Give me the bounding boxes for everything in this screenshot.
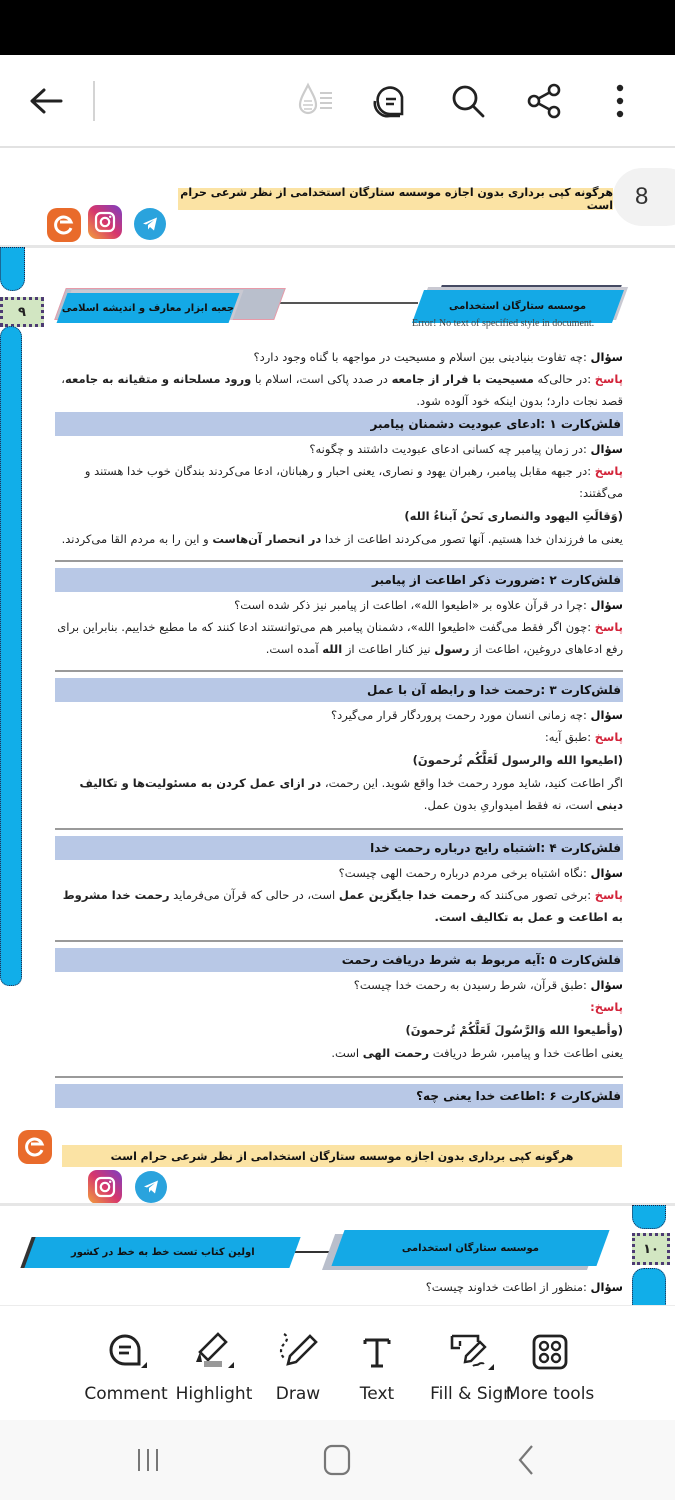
page-separator xyxy=(0,245,675,248)
more-tools-icon xyxy=(500,1328,600,1376)
question-text: :چه تفاوت بنیادینی بین اسلام و مسیحیت در مواجهه با گناه وجود دارد؟ xyxy=(253,350,591,364)
system-nav-bar xyxy=(0,1420,675,1500)
divider xyxy=(55,1076,623,1078)
more-options-icon[interactable] xyxy=(596,77,644,125)
telegram-logo-icon[interactable] xyxy=(134,208,166,240)
document-viewer[interactable] xyxy=(0,150,675,1305)
divider xyxy=(93,81,95,121)
answer-text: در صدد پاکی است، اسلام با xyxy=(251,372,392,386)
flashcard-1-question xyxy=(55,438,623,460)
eitaa-logo-icon[interactable] xyxy=(18,1130,52,1164)
text-icon xyxy=(327,1328,427,1376)
note-bold: در انحصار آن‌هاست xyxy=(212,532,322,546)
page-10-content xyxy=(55,1276,623,1298)
note-text: اگر اطاعت کنید، شاید مورد رحمت خدا واقع شوید. این رحمت، xyxy=(321,776,623,790)
banner-left-text: جعبه ابزار معارف و اندیشه اسلامی xyxy=(61,302,235,314)
page-number-indicator xyxy=(613,168,675,226)
divider xyxy=(55,560,623,562)
tool-comment[interactable] xyxy=(76,1328,176,1404)
intro-answer xyxy=(55,368,623,412)
answer-text: نیز کنار اطاعت از xyxy=(342,642,435,656)
eitaa-logo-icon[interactable] xyxy=(47,208,81,242)
answer-text: است، در حالی که قرآن می‌فرماید xyxy=(169,888,339,902)
page-tab-top xyxy=(632,1205,666,1229)
question-label: سؤال xyxy=(590,350,623,364)
answer-bold: رحمت خدا جایگزین عمل xyxy=(338,888,476,902)
flashcard-3-ayah: (اطیعوا الله والرسول لَعَلَّکُم تُرحمونَ) xyxy=(412,753,623,767)
answer-label: پاسخ xyxy=(594,372,623,386)
answer-text: :در حالی‌که xyxy=(533,372,595,386)
copyright-notice xyxy=(62,1145,622,1167)
answer-text: :در جبهه مقابل پیامبر، رهبران یهود و نصاری، یعنی احبار و رهبانان، ادعا می‌کردند بندگان خوب خدا هستند و می‌گفتند: xyxy=(84,464,623,500)
instagram-logo-icon[interactable] xyxy=(88,1170,122,1204)
answer-bold: الله xyxy=(322,642,343,656)
flashcard-1-answer xyxy=(55,460,623,504)
note-text: و این را به مردم القا می‌کردند. xyxy=(61,532,213,546)
answer-label: پاسخ xyxy=(594,1000,623,1014)
flashcard-5-question xyxy=(55,974,623,996)
flashcard-5-ayah: (وأطیعوا الله وَالرَّسُولَ لَعَلَّکُمْ تُرحمونَ) xyxy=(405,1023,623,1037)
answer-label: پاسخ xyxy=(594,620,623,634)
home-icon[interactable] xyxy=(317,1440,357,1480)
page-10-banner-left xyxy=(24,1237,300,1268)
instagram-logo-icon[interactable] xyxy=(88,205,122,239)
error-text: Error! No text of specified style in document. xyxy=(412,318,595,329)
flashcard-4-question xyxy=(55,862,623,884)
comments-list-icon[interactable] xyxy=(366,77,414,125)
flashcard-3-note xyxy=(55,772,623,816)
search-icon[interactable] xyxy=(444,77,492,125)
page-tab-side xyxy=(632,1268,666,1305)
flashcard-1-ayah: (وَقالَتِ الیهود والنصاری نَحنُ آبناءُ الله) xyxy=(404,509,623,523)
page-9-number-box xyxy=(0,297,44,327)
back-icon[interactable] xyxy=(506,1440,546,1480)
page-10-question xyxy=(55,1276,623,1298)
banner-connector xyxy=(295,1251,340,1253)
page-tab-side xyxy=(0,326,22,986)
note-text: یعنی اطاعت خدا و پیامبر، شرط دریافت xyxy=(429,1046,623,1060)
note-text: است، نه فقط امیدواریِ بدون عمل. xyxy=(423,798,597,812)
flashcard-2-question xyxy=(55,594,623,616)
note-bold: رحمت الهی xyxy=(362,1046,430,1060)
comment-icon xyxy=(76,1328,176,1376)
answer-text: آمده است. xyxy=(265,642,323,656)
status-bar xyxy=(0,0,675,55)
question-label: سؤال xyxy=(590,598,623,612)
answer-text: ، قصد نجات دارد؛ بدون اینکه خود آلوده شود. xyxy=(61,372,623,408)
top-app-bar xyxy=(0,55,675,148)
tool-label: Text xyxy=(359,1384,395,1404)
flashcard-6-header: فلش‌کارت ۶ :اطاعت خدا یعنی چه؟ xyxy=(55,1084,623,1108)
annotation-toolbar xyxy=(0,1305,675,1420)
page-10-number-box xyxy=(632,1233,670,1265)
telegram-logo-icon[interactable] xyxy=(135,1171,167,1203)
share-icon[interactable] xyxy=(520,77,568,125)
answer-label: پاسخ xyxy=(594,464,623,478)
question-text: :منظور از اطاعت خداوند چیست؟ xyxy=(425,1280,591,1294)
flashcard-4-header: فلش‌کارت ۴ :اشتباه رایج درباره رحمت خدا xyxy=(55,836,623,860)
question-text: :چرا در قرآن علاوه بر «اطیعوا الله»، اطاعت از پیامبر نیز ذکر شده است؟ xyxy=(234,598,591,612)
page-9-number: ۹ xyxy=(18,304,26,320)
flashcard-5-header: فلش‌کارت ۵ :آیه مربوط به شرط دریافت رحمت xyxy=(55,948,623,972)
note-bold: در ازای عمل کردن به مسئولیت‌ها و تکالیف دینی xyxy=(79,776,623,812)
answer-bold: ورود مسلحانه و متقیانه به جامعه xyxy=(64,372,252,386)
flashcard-3-header: فلش‌کارت ۳ :رحمت خدا و رابطه آن با عمل xyxy=(55,678,623,702)
flashcard-3-question xyxy=(55,704,623,726)
flashcard-1-note xyxy=(55,528,623,550)
intro-question xyxy=(55,346,623,368)
answer-text: :طبق آیه: xyxy=(544,730,595,744)
page-9-banner-left xyxy=(57,293,240,323)
flashcard-1-header: فلش‌کارت ۱ :ادعای عبودیت دشمنان پیامبر xyxy=(55,412,623,436)
page-9-content xyxy=(55,346,623,1108)
question-label: سؤال xyxy=(590,708,623,722)
divider xyxy=(55,670,623,672)
flashcard-5-note xyxy=(55,1042,623,1064)
divider xyxy=(55,828,623,830)
answer-text: : xyxy=(590,1000,595,1014)
question-text: :در زمان پیامبر چه کسانی ادعای عبودیت داشتند و چگونه؟ xyxy=(309,442,591,456)
answer-text: :چون اگر فقط می‌گفت «اطیعوا الله»، دشمنان پیامبر هم می‌توانستند ادعا کنند که ما مطیع خداییم. بنابراین برای رفع ادعاهای دروغین، اطاعت از xyxy=(57,620,623,656)
answer-text: :برخی تصور می‌کنند که xyxy=(475,888,595,902)
answer-bold: رحمت خدا مشروط به اطاعت و عمل به تکالیف است. xyxy=(62,888,623,924)
divider xyxy=(55,940,623,942)
banner-left-text: اولین کتاب تست خط به خط در کشور xyxy=(70,1247,255,1258)
tool-label: Highlight xyxy=(175,1384,253,1404)
flashcard-4-answer xyxy=(55,884,623,928)
recent-apps-icon[interactable] xyxy=(128,1440,168,1480)
question-text: :نگاه اشتباه برخی مردم درباره رحمت الهی چیست؟ xyxy=(338,866,591,880)
banner-right-text: موسسه ستارگان استخدامی xyxy=(449,301,587,312)
tool-label: Comment xyxy=(84,1384,168,1404)
flashcard-3-answer xyxy=(55,726,623,748)
page-separator xyxy=(0,1203,675,1206)
flashcard-2-header: فلش‌کارت ۲ :ضرورت ذکر اطاعت از پیامبر xyxy=(55,568,623,592)
question-text: :طبق قرآن، شرط رسیدن به رحمت خدا چیست؟ xyxy=(353,978,591,992)
liquid-mode-icon[interactable] xyxy=(292,77,340,125)
note-text: یعنی ما فرزندان خدا هستیم. آنها تصور می‌کردند اطاعت از خدا xyxy=(321,532,623,546)
tool-label: More tools xyxy=(505,1384,595,1404)
question-text: :چه زمانی انسان مورد رحمت پروردگار قرار می‌گیرد؟ xyxy=(331,708,591,722)
page-tab-top xyxy=(0,247,25,291)
answer-bold: رسول xyxy=(434,642,470,656)
question-label: سؤال xyxy=(590,442,623,456)
page-10-banner-right xyxy=(331,1230,609,1266)
note-text: است. xyxy=(331,1046,363,1060)
copyright-notice xyxy=(178,188,613,210)
copyright-notice-text: هرگونه کپی برداری بدون اجازه موسسه ستارگان استخدامی از نظر شرعی حرام است xyxy=(180,186,613,212)
page-10-number: ۱۰ xyxy=(643,1241,659,1257)
flashcard-2-answer xyxy=(55,616,623,660)
tool-label: Draw xyxy=(275,1384,321,1404)
question-label: سؤال xyxy=(590,978,623,992)
flashcard-5-answer xyxy=(55,996,623,1018)
question-label: سؤال xyxy=(590,1280,623,1294)
question-label: سؤال xyxy=(590,866,623,880)
copyright-notice-text: هرگونه کپی برداری بدون اجازه موسسه ستارگان استخدامی از نظر شرعی حرام است xyxy=(110,1149,574,1163)
answer-label: پاسخ xyxy=(594,888,623,902)
tool-more-tools[interactable] xyxy=(500,1328,600,1404)
tool-label: Fill & Sign xyxy=(430,1384,514,1404)
answer-bold: مسیحیت با فرار از جامعه xyxy=(391,372,534,386)
answer-label: پاسخ xyxy=(594,730,623,744)
tool-text[interactable] xyxy=(327,1328,427,1404)
banner-right-text: موسسه ستارگان استخدامی xyxy=(401,1242,540,1254)
page-number: 8 xyxy=(635,183,649,210)
back-arrow-icon[interactable] xyxy=(22,77,70,125)
